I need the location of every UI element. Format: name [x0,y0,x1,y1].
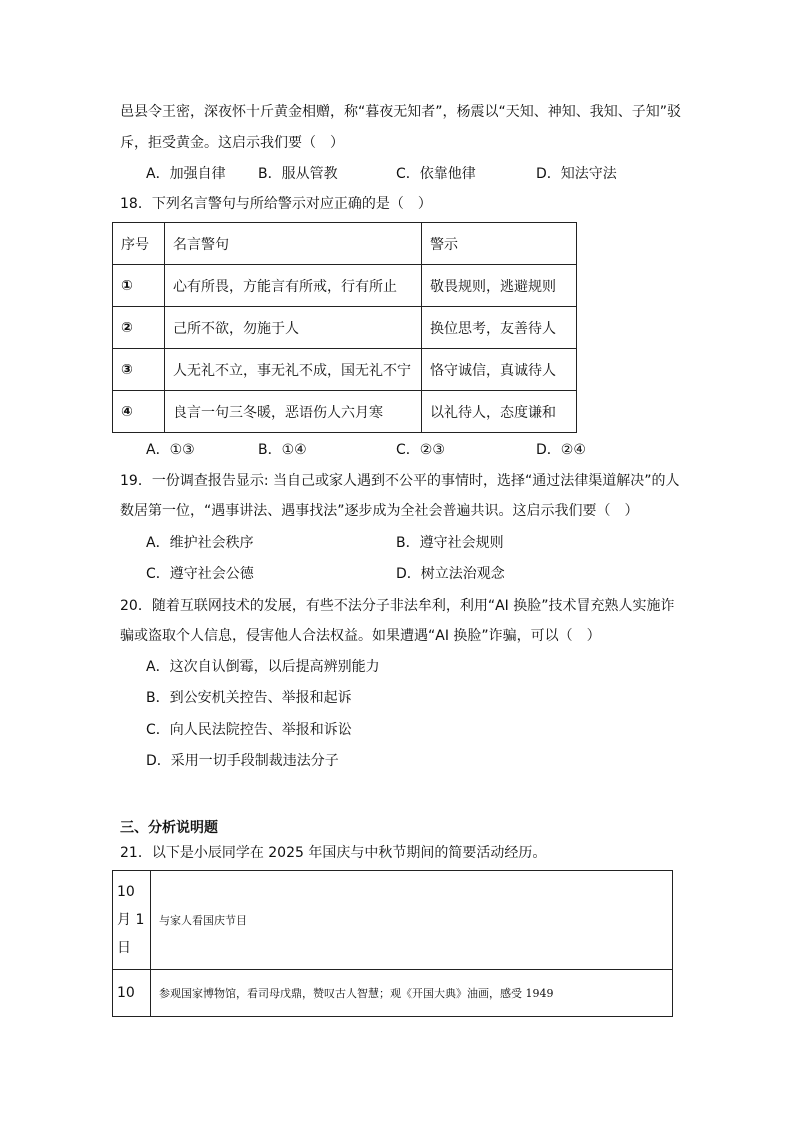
activity-cell: 与家人看国庆节目 [151,871,673,970]
q17-option-a: A．加强自律 [146,166,226,182]
q17-option-c: C．依靠他律 [396,166,476,182]
date-line: 10 [117,884,135,900]
date-cell [113,970,151,1017]
table-row [113,307,577,349]
date-line: 日 [117,940,131,956]
table-header-cell: 名言警句 [165,223,422,265]
activity-cell: 参观国家博物馆，看司母戊鼎，赞叹古人智慧；观《开国大典》油画，感受 1949 [151,970,673,1017]
table-cell: ② [113,307,165,349]
table-cell: 己所不欲，勿施于人 [165,307,422,349]
table-cell: 敬畏规则，逃避规则 [422,265,577,307]
q19-option-a: A．维护社会秩序 [146,535,254,551]
q21-table [112,870,673,1017]
q20-stem-line1: 20．随着互联网技术的发展，有些不法分子非法牟利，利用“AI 换脸”技术冒充熟人实施诈 [120,598,675,614]
date-cell [113,871,151,970]
table-cell: 以礼待人，态度谦和 [422,391,577,433]
q20-stem-line2: 骗或盗取个人信息，侵害他人合法权益。如果遭遇“AI 换脸”诈骗，可以（ ） [120,628,601,644]
table-cell: ① [113,265,165,307]
q18-option-b: B．①④ [258,442,307,458]
q17-stem-line1: 邑县令王密，深夜怀十斤黄金相赠，称“暮夜无知者”，杨震以“天知、神知、我知、子知”驳 [120,104,682,120]
q21-stem: 21．以下是小辰同学在 2025 年国庆与中秋节期间的简要活动经历。 [120,845,547,861]
table-cell: 人无礼不立，事无礼不成，国无礼不宁 [165,349,422,391]
table-header-row [113,223,577,265]
q19-option-d: D．树立法治观念 [396,566,505,582]
table-cell: 良言一句三冬暖，恶语伤人六月寒 [165,391,422,433]
q18-option-a: A．①③ [146,442,195,458]
q19-option-c: C．遵守社会公德 [146,566,254,582]
date-line: 10 [117,985,135,1001]
q20-option-a: A．这次自认倒霉，以后提高辨别能力 [146,659,380,675]
q17-option-d: D．知法守法 [536,166,617,182]
q19-stem-line2: 数居第一位，“遇事讲法、遇事找法”逐步成为全社会普遍共识。这启示我们要（ ） [120,503,639,519]
q19-stem-line1: 19．一份调查报告显示: 当自己或家人遇到不公平的事情时，选择“通过法律渠道解决”的人 [120,473,680,489]
q18-stem: 18．下列名言警句与所给警示对应正确的是（ ） [120,196,432,212]
q18-table [112,222,577,433]
date-line: 月 1 [117,912,145,928]
q18-option-c: C．②③ [396,442,445,458]
q18-option-d: D．②④ [536,442,586,458]
q19-option-b: B．遵守社会规则 [396,535,504,551]
table-row [113,265,577,307]
q17-option-b: B．服从管教 [258,166,338,182]
table-cell: ③ [113,349,165,391]
table-cell: 换位思考，友善待人 [422,307,577,349]
table-cell: 心有所畏，方能言有所戒，行有所止 [165,265,422,307]
q20-option-c: C．向人民法院控告、举报和诉讼 [146,722,352,738]
q20-option-d: D．采用一切手段制裁违法分子 [146,753,339,769]
table-row [113,391,577,433]
table-row [113,970,673,1017]
table-cell: 恪守诚信，真诚待人 [422,349,577,391]
q20-option-b: B．到公安机关控告、举报和起诉 [146,690,352,706]
table-header-cell: 警示 [422,223,577,265]
section-title: 三、分析说明题 [120,820,218,836]
table-cell: ④ [113,391,165,433]
q17-stem-line2: 斥，拒受黄金。这启示我们要（ ） [120,135,344,151]
table-header-cell: 序号 [113,223,165,265]
table-row [113,349,577,391]
table-row [113,871,673,970]
